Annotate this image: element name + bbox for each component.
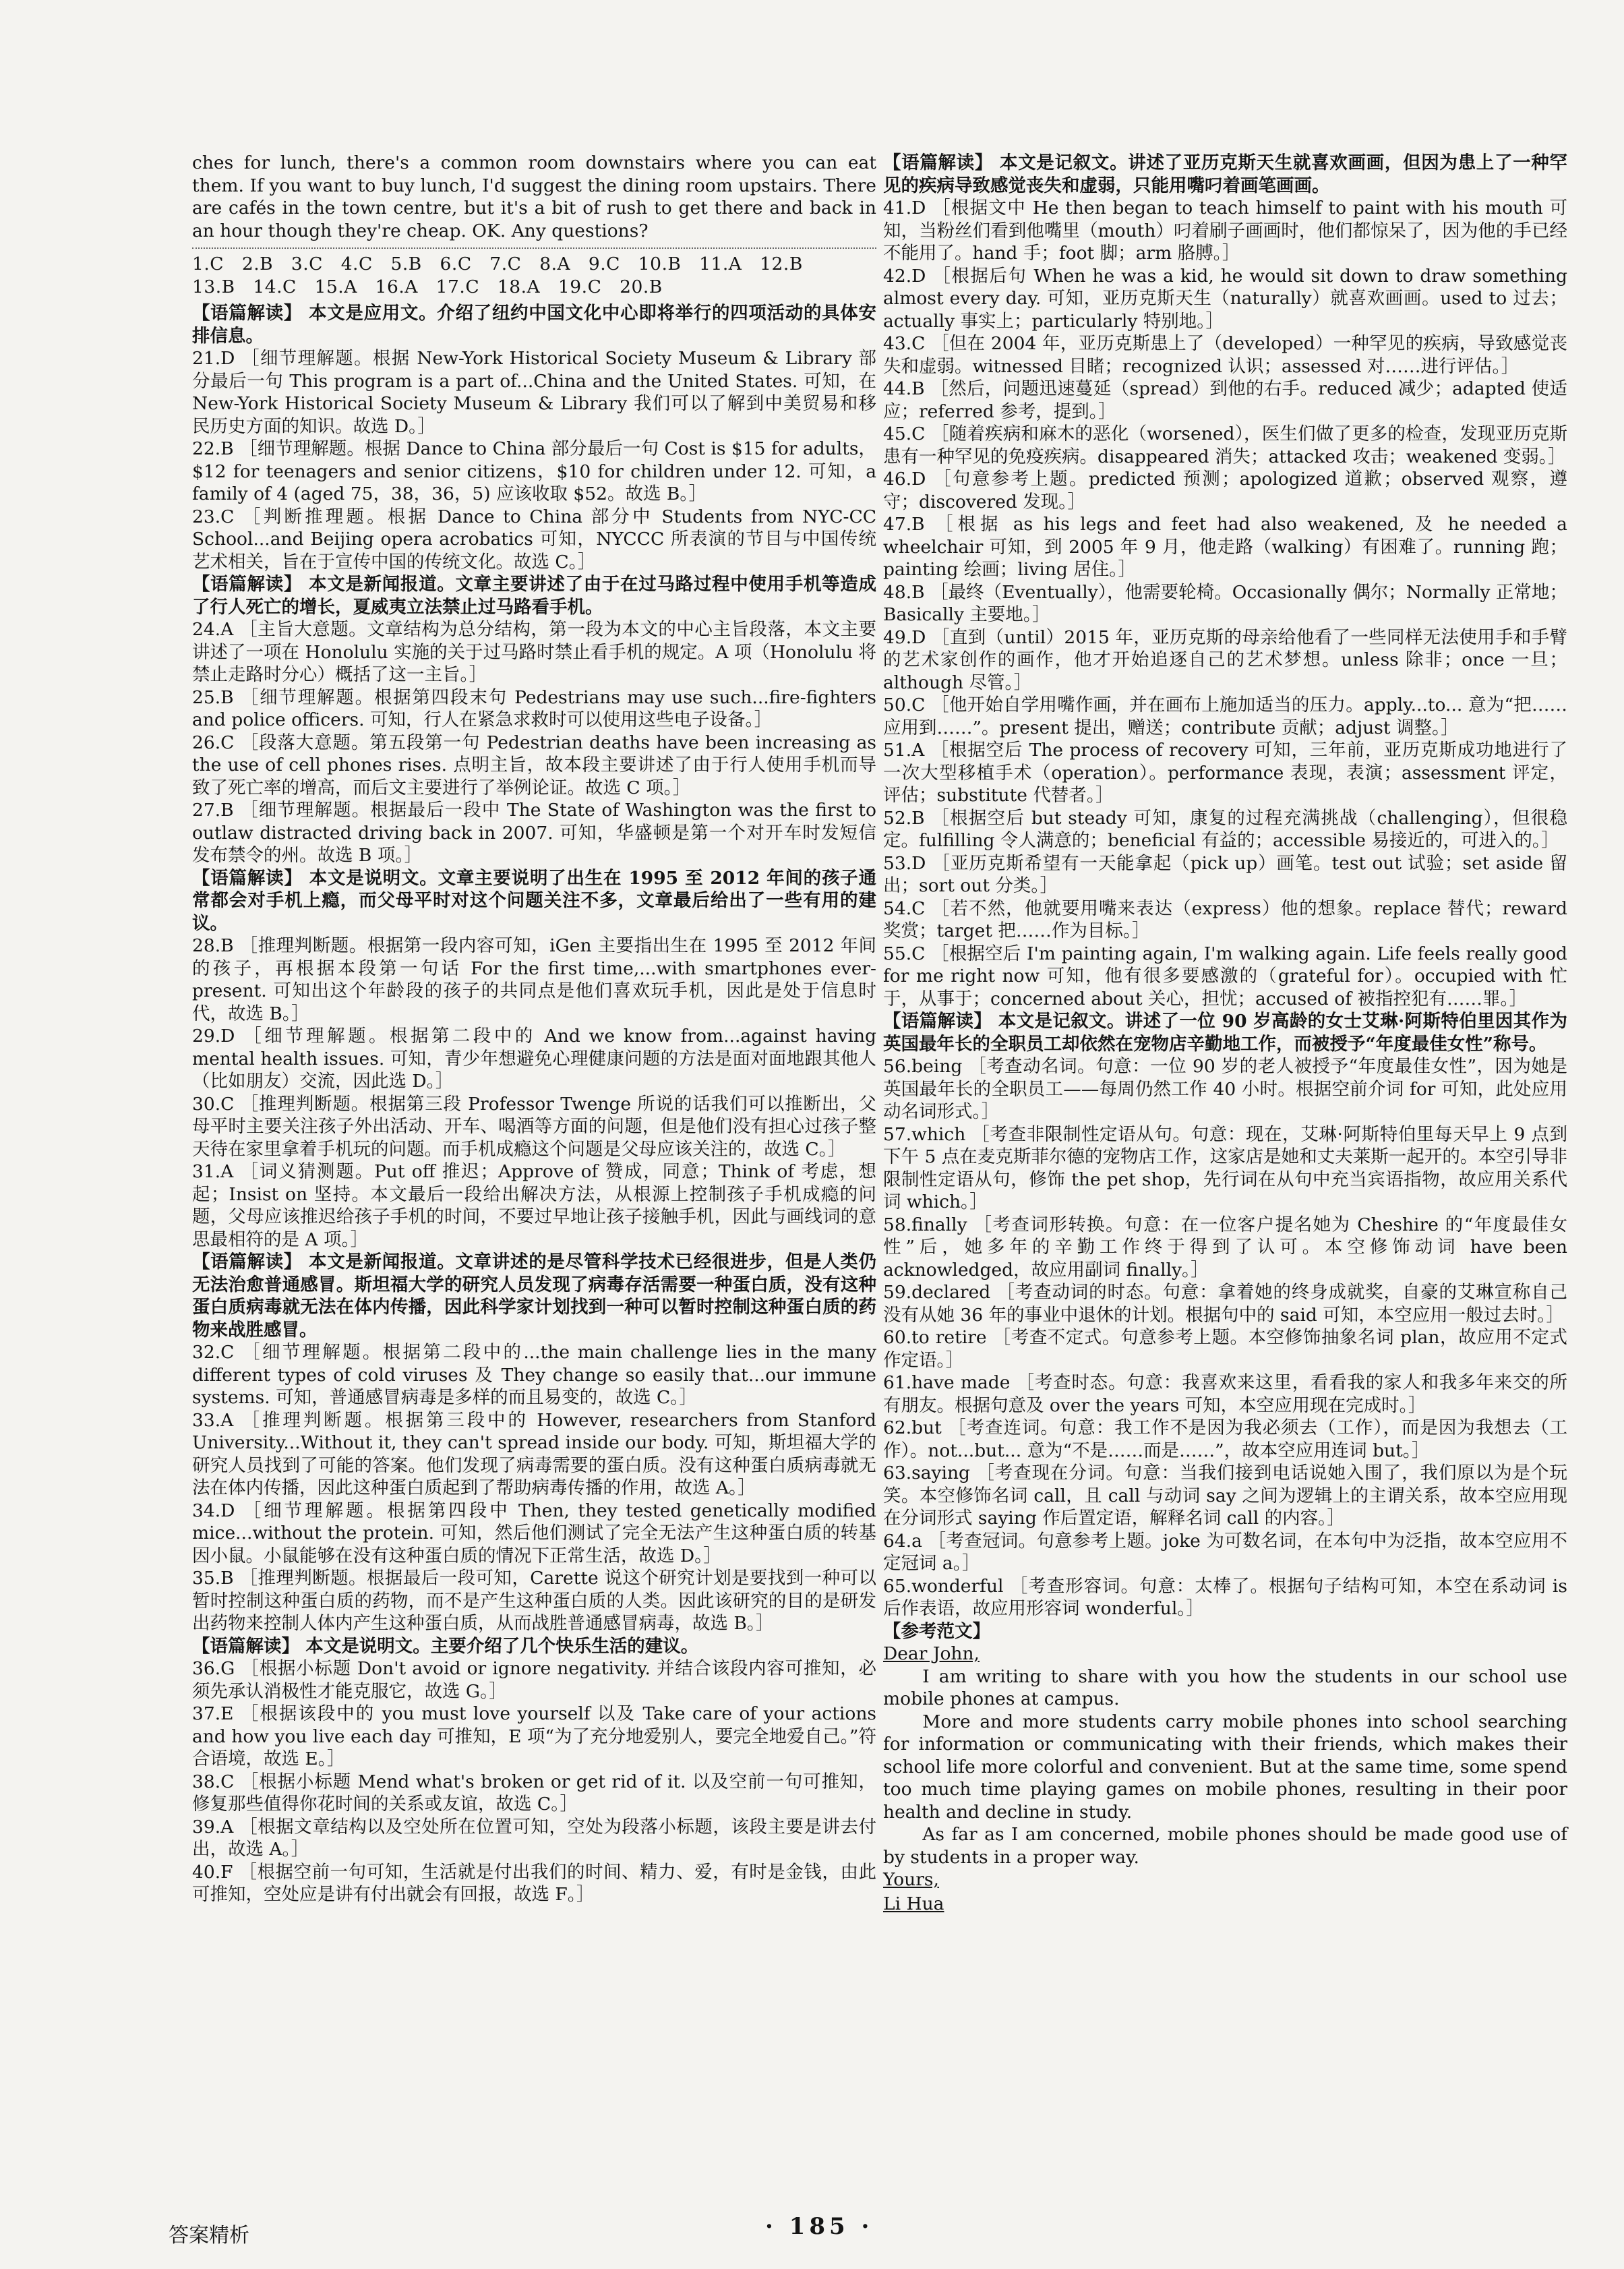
answer-explanation: 49.D ［直到（until）2015 年，亚历克斯的母亲给他看了一些同样无法使用手和手臂的艺术家创作的画作，他才开始追逐自己的艺术梦想。unless 除非；once 一旦；although 尽管。］ bbox=[883, 626, 1567, 693]
answer-explanation: 50.C ［他开始自学用嘴作画，并在画布上施加适当的压力。apply...to... 意为“把……应用到……”。present 提出，赠送；contribute 贡献；adjust 调整。］ bbox=[883, 695, 1567, 738]
answer-explanation: 38.C ［根据小标题 Mend what's broken or get rid of it. 以及空前一句可推知，修复那些值得你花时间的关系或友谊，故选 C。］ bbox=[192, 1771, 876, 1815]
right-column bbox=[883, 152, 1567, 1915]
answer-explanation: 65.wonderful ［考查形容词。句意：太棒了。根据句子结构可知，本空在系动词 is 后作表语，故应用形容词 wonderful。］ bbox=[883, 1575, 1567, 1619]
answer-row: 1.C 2.B 3.C 4.C 5.B 6.C 7.C 8.A 9.C 10.B 11.A 12.B bbox=[192, 254, 803, 274]
passage-interpretation-heading: 【语篇解读】 本文是新闻报道。文章讲述的是尽管科学技术已经很进步，但是人类仍无法治愈普通感冒。斯坦福大学的研究人员发现了病毒存活需要一种蛋白质，没有这种蛋白质病毒就无法在体内传播，因此科学家计划找到一种可以暂时控制这种蛋白质的药物来战胜感冒。 bbox=[192, 1251, 876, 1340]
answer-explanation: 40.F ［根据空前一句可知，生活就是付出我们的时间、精力、爱，有时是金钱，由此可推知，空处应是讲有付出就会有回报，故选 F。］ bbox=[192, 1861, 876, 1905]
answer-explanation: 56.being ［考查动名词。句意：一位 90 岁的老人被授予“年度最佳女性”，因为她是英国最年长的全职员工——每周仍然工作 40 小时。根据空前介词 for 可知，此处应用动名词形式。］ bbox=[883, 1056, 1567, 1122]
passage-interpretation-heading: 【语篇解读】 本文是记叙文。讲述了一位 90 岁高龄的女士艾琳·阿斯特伯里因其作为英国最年长的全职员工却依然在宠物店辛勤地工作，而被授予“年度最佳女性”称号。 bbox=[883, 1011, 1567, 1055]
answer-explanation: 53.D ［亚历克斯希望有一天能拿起（pick up）画笔。test out 试验；set aside 留出；sort out 分类。］ bbox=[883, 852, 1567, 896]
essay-closing: Yours, bbox=[883, 1869, 939, 1890]
answer-explanation: 24.A ［主旨大意题。文章结构为总分结构，第一段为本文的中心主旨段落，本文主要讲述了一项在 Honolulu 实施的关于过马路时禁止看手机的规定。A 项（Honolulu 将禁止走路时分心）概括了这一主旨。］ bbox=[192, 619, 876, 685]
answer-explanation: 32.C ［细节理解题。根据第二段中的...the main challenge lies in the many different types of cold viruses 及 They change so easily that...our immune systems. 可知，普通感冒病毒是多样的而且易变的，故选 C。］ bbox=[192, 1342, 876, 1408]
answer-explanation: 25.B ［细节理解题。根据第四段末句 Pedestrians may use such...fire-fighters and police officers. 可知，行人在紧急求救时可以使用这些电子设备。］ bbox=[192, 686, 876, 730]
answer-explanation: 21.D ［细节理解题。根据 New-York Historical Society Museum & Library 部分最后一句 This program is a part of...China and the United States. 可知，在 New-York Historical Society Museum & Library 我们可以了解到中美贸易和移民历史方面的知识。故选 D。］ bbox=[192, 348, 876, 437]
answer-explanation: 29.D ［细节理解题。根据第二段中的 And we know from...against having mental health issues. 可知，青少年想避免心理健康问题的方法是面对面地跟其他人（比如朋友）交流，因此选 D。］ bbox=[192, 1026, 876, 1092]
passage-interpretation-heading: 【语篇解读】 本文是新闻报道。文章主要讲述了由于在过马路过程中使用手机等造成了行人死亡的增长，夏威夷立法禁止过马路看手机。 bbox=[192, 574, 876, 618]
answer-explanation: 52.B ［根据空后 but steady 可知，康复的过程充满挑战（challenging），但很稳定。fulfilling 令人满意的；beneficial 有益的；accessible 易接近的，可进入的。］ bbox=[883, 807, 1567, 851]
footer-label: 答案精析 bbox=[169, 2224, 249, 2247]
answer-explanation: 47.B ［根据 as his legs and feet had also weakened, 及 he needed a wheelchair 可知，到 2005 年 9 月，他走路（walking）有困难了。running 跑；painting 绘画；living 居住。］ bbox=[883, 514, 1567, 580]
answer-explanation: 55.C ［根据空后 I'm painting again, I'm walking again. Life feels really good for me right now 可知，他有很多要感激的（grateful for）。occupied with 忙于，从事于；concerned about 关心，担忧；accused of 被指控犯有……罪。］ bbox=[883, 943, 1567, 1009]
answer-explanation: 37.E ［根据该段中的 you must love yourself 以及 Take care of your actions and how you live each day 可推知，E 项“为了充分地爱别人，要完全地爱自己。”符合语境，故选 E。］ bbox=[192, 1703, 876, 1769]
answer-explanation: 60.to retire ［考查不定式。句意参考上题。本空修饰抽象名词 plan，故应用不定式作定语。］ bbox=[883, 1327, 1567, 1371]
model-essay bbox=[883, 1643, 1567, 1915]
answer-explanation: 35.B ［推理判断题。根据最后一段可知，Carette 说这个研究计划是要找到一种可以暂时控制这种蛋白质的药物，而不是产生这种蛋白质的人类。因此该研究的目的是研发出药物来控制人体内产生这种蛋白质，从而战胜普通感冒病毒，故选 B。］ bbox=[192, 1568, 876, 1634]
left-column bbox=[192, 152, 876, 1906]
passage-interpretation-heading: 【语篇解读】 本文是说明文。文章主要说明了出生在 1995 至 2012 年间的孩子通常都会对手机上瘾，而父母平时对这个问题关注不多，文章最后给出了一些有用的建议。 bbox=[192, 867, 876, 934]
answer-explanation: 34.D ［细节理解题。根据第四段中 Then, they tested genetically modified mice...without the protein. 可知，然后他们测试了完全无法产生这种蛋白质的转基因小鼠。小鼠能够在没有这种蛋白质的情况下正常生活，故选 D。］ bbox=[192, 1500, 876, 1566]
answer-explanation: 64.a ［考查冠词。句意参考上题。joke 为可数名词，在本句中为泛指，故本空应用不定冠词 a。］ bbox=[883, 1530, 1567, 1574]
answer-explanation: 61.have made ［考查时态。句意：我喜欢来这里，看看我的家人和我多年来交的所有朋友。根据句意及 over the years 可知，本空应用现在完成时。］ bbox=[883, 1372, 1567, 1416]
answer-explanation: 43.C ［但在 2004 年，亚历克斯患上了（developed）一种罕见的疾病，导致感觉丧失和虚弱。witnessed 目睹；recognized 认识；assessed 对……进行评估。］ bbox=[883, 333, 1567, 377]
answer-explanation: 41.D ［根据文中 He then began to teach himself to paint with his mouth 可知，当粉丝们看到他嘴里（mouth）叼着刷子画画时，他们都惊呆了，因为他的手已经不能用了。hand 手；foot 脚；arm 胳膊。］ bbox=[883, 198, 1567, 264]
answer-row: 13.B 14.C 15.A 16.A 17.C 18.A 19.C 20.B bbox=[192, 276, 663, 297]
essay-paragraph: As far as I am concerned, mobile phones should be made good use of by students in a proper way. bbox=[883, 1824, 1567, 1868]
passage-interpretation-heading: 【参考范文】 bbox=[883, 1620, 990, 1642]
essay-paragraph: I am writing to share with you how the students in our school use mobile phones at campus. bbox=[883, 1666, 1567, 1709]
left-answer-list bbox=[192, 302, 876, 1906]
answer-explanation: 63.saying ［考查现在分词。句意：当我们接到电话说她入围了，我们原以为是个玩笑。本空修饰名词 call，且 call 与动词 say 之间为逻辑上的主谓关系，故本空应用现在分词形式 saying 作后置定语，解释名词 call 的内容。］ bbox=[883, 1463, 1567, 1529]
essay-signature: Li Hua bbox=[883, 1893, 944, 1914]
passage-interpretation-heading: 【语篇解读】 本文是说明文。主要介绍了几个快乐生活的建议。 bbox=[192, 1635, 699, 1657]
answer-explanation: 54.C ［若不然，他就要用嘴来表达（express）他的想象。replace 替代；reward 奖赏；target 把……作为目标。］ bbox=[883, 897, 1567, 941]
passage-interpretation-heading: 【语篇解读】 本文是记叙文。讲述了亚历克斯天生就喜欢画画，但因为患上了一种罕见的疾病导致感觉丧失和虚弱，只能用嘴叼着画笔画画。 bbox=[883, 152, 1567, 196]
answer-explanation: 28.B ［推理判断题。根据第一段内容可知，iGen 主要指出生在 1995 至 2012 年间的孩子，再根据本段第一句话 For the first time,...with smartphones ever-present. 可知出这个年龄段的孩子的共同点是他们喜欢玩手机，因此是处于信息时代，故选 B。］ bbox=[192, 935, 876, 1024]
answer-explanation: 27.B ［细节理解题。根据最后一段中 The State of Washington was the first to outlaw distracted driving back in 2007. 可知，华盛顿是第一个对开车时发短信发布禁令的州。故选 B 项。］ bbox=[192, 800, 876, 866]
answer-explanation: 39.A ［根据文章结构以及空处所在位置可知，空处为段落小标题，该段主要是讲去付出，故选 A。］ bbox=[192, 1816, 876, 1860]
answer-explanation: 48.B ［最终（Eventually），他需要轮椅。Occasionally 偶尔；Normally 正常地；Basically 主要地。］ bbox=[883, 581, 1567, 625]
answer-explanation: 45.C ［随着疾病和麻木的恶化（worsened），医生们做了更多的检查，发现亚历克斯患有一种罕见的免疫疾病。disappeared 消失；attacked 攻击；weakened 变弱。］ bbox=[883, 423, 1567, 467]
listening-transcript: ches for lunch, there's a common room downstairs where you can eat them. If you want to buy lunch, I'd suggest the dining room upstairs. There are cafés in the town centre, but it's a bit of rush to get there and back in an hour though they're cheap. OK. Any questions? bbox=[192, 152, 876, 241]
answer-explanation: 57.which ［考查非限制性定语从句。句意：现在，艾琳·阿斯特伯里每天早上 9 点到下午 5 点在麦克斯菲尔德的宠物店工作，这家店是她和丈夫莱斯一起开的。本空引导非限制性定语从句，修饰 the pet shop，先行词在从句中充当宾语指物，故应用关系代词 which。］ bbox=[883, 1123, 1567, 1212]
answer-explanation: 22.B ［细节理解题。根据 Dance to China 部分最后一句 Cost is $15 for adults，$12 for teenagers and senior citizens，$10 for children under 12. 可知，a family of 4 (aged 75，38，36，5) 应该收取 $52。故选 B。］ bbox=[192, 438, 876, 504]
passage-interpretation-heading: 【语篇解读】 本文是应用文。介绍了纽约中国文化中心即将举行的四项活动的具体安排信息。 bbox=[192, 303, 876, 347]
essay-paragraph: More and more students carry mobile phones into school searching for information or communicating with their friends, which makes their school life more colorful and convenient. But at the same time, some spend too much time playing games on mobile phones, resulting in their poor health and decline in study. bbox=[883, 1711, 1567, 1823]
answer-explanation: 44.B ［然后，问题迅速蔓延（spread）到他的右手。reduced 减少；adapted 使适应；referred 参考，提到。］ bbox=[883, 378, 1567, 422]
answer-explanation: 51.A ［根据空后 The process of recovery 可知，三年前，亚历克斯成功地进行了一次大型移植手术（operation）。performance 表现，表演；assessment 评定，评估；substitute 代替者。］ bbox=[883, 740, 1567, 806]
answer-explanation: 62.but ［考查连词。句意：我工作不是因为我必须去（工作），而是因为我想去（工作）。not...but... 意为“不是……而是……”，故本空应用连词 but。］ bbox=[883, 1417, 1567, 1461]
listening-answer-key bbox=[192, 247, 876, 298]
right-answer-list bbox=[883, 152, 1567, 1643]
page-number: · 185 · bbox=[765, 2213, 874, 2240]
answer-explanation: 31.A ［词义猜测题。Put off 推迟；Approve of 赞成，同意；Think of 考虑，想起；Insist on 坚持。本文最后一段给出解决方法，从根源上控制孩子手机成瘾的问题，父母应该推迟给孩子手机的时间，不要过早地让孩子接触手机，因此与画线词的意思最相符的是 A 项。］ bbox=[192, 1161, 876, 1250]
answer-explanation: 33.A ［推理判断题。根据第三段中的 However, researchers from Stanford University...Without it, they can't spread inside our body. 可知，斯坦福大学的研究人员找到了可能的答案。他们发现了病毒需要的蛋白质。没有这种蛋白质病毒就无法在体内传播，因此这种蛋白质起到了帮助病毒传播的作用，故选 A。］ bbox=[192, 1409, 876, 1498]
answer-explanation: 26.C ［段落大意题。第五段第一句 Pedestrian deaths have been increasing as the use of cell phones rises. 点明主旨，故本段主要讲述了由于行人使用手机而导致了死亡率的增高，而后文主要进行了举例论证。故选 C 项。］ bbox=[192, 732, 876, 798]
answer-explanation: 46.D ［句意参考上题。predicted 预测；apologized 道歉；observed 观察，遵守；discovered 发现。］ bbox=[883, 469, 1567, 512]
answer-explanation: 42.D ［根据后句 When he was a kid, he would sit down to draw something almost every day. 可知，亚历克斯天生（naturally）就喜欢画画。used to 过去；actually 事实上；particularly 特别地。］ bbox=[883, 265, 1567, 332]
answer-explanation: 59.declared ［考查动词的时态。句意：拿着她的终身成就奖，自豪的艾琳宣称自己没有从她 36 年的事业中退休的计划。根据句中的 said 可知，本空应用一般过去时。］ bbox=[883, 1282, 1567, 1326]
answer-explanation: 58.finally ［考查词形转换。句意：在一位客户提名她为 Cheshire 的“年度最佳女性”后，她多年的辛勤工作终于得到了认可。本空修饰动词 have been acknowledged，故应用副词 finally。］ bbox=[883, 1214, 1567, 1280]
answer-explanation: 36.G ［根据小标题 Don't avoid or ignore negativity. 并结合该段内容可推知，必须先承认消极性才能克服它，故选 G。］ bbox=[192, 1658, 876, 1702]
answer-explanation: 30.C ［推理判断题。根据第三段 Professor Twenge 所说的话我们可以推断出，父母平时主要关注孩子外出活动、开车、喝酒等方面的问题，但是他们没有担心过孩子整天待在家里拿着手机玩的问题。而手机成瘾这个问题是父母应该关注的，故选 C。］ bbox=[192, 1093, 876, 1160]
answer-explanation: 23.C ［判断推理题。根据 Dance to China 部分中 Students from NYC-CC School...and Beijing opera acrobatics 可知，NYCCC 所表演的节目与中国传统艺术相关，旨在于宣传中国的传统文化。故选 C。］ bbox=[192, 506, 876, 572]
essay-salutation: Dear John, bbox=[883, 1643, 980, 1664]
